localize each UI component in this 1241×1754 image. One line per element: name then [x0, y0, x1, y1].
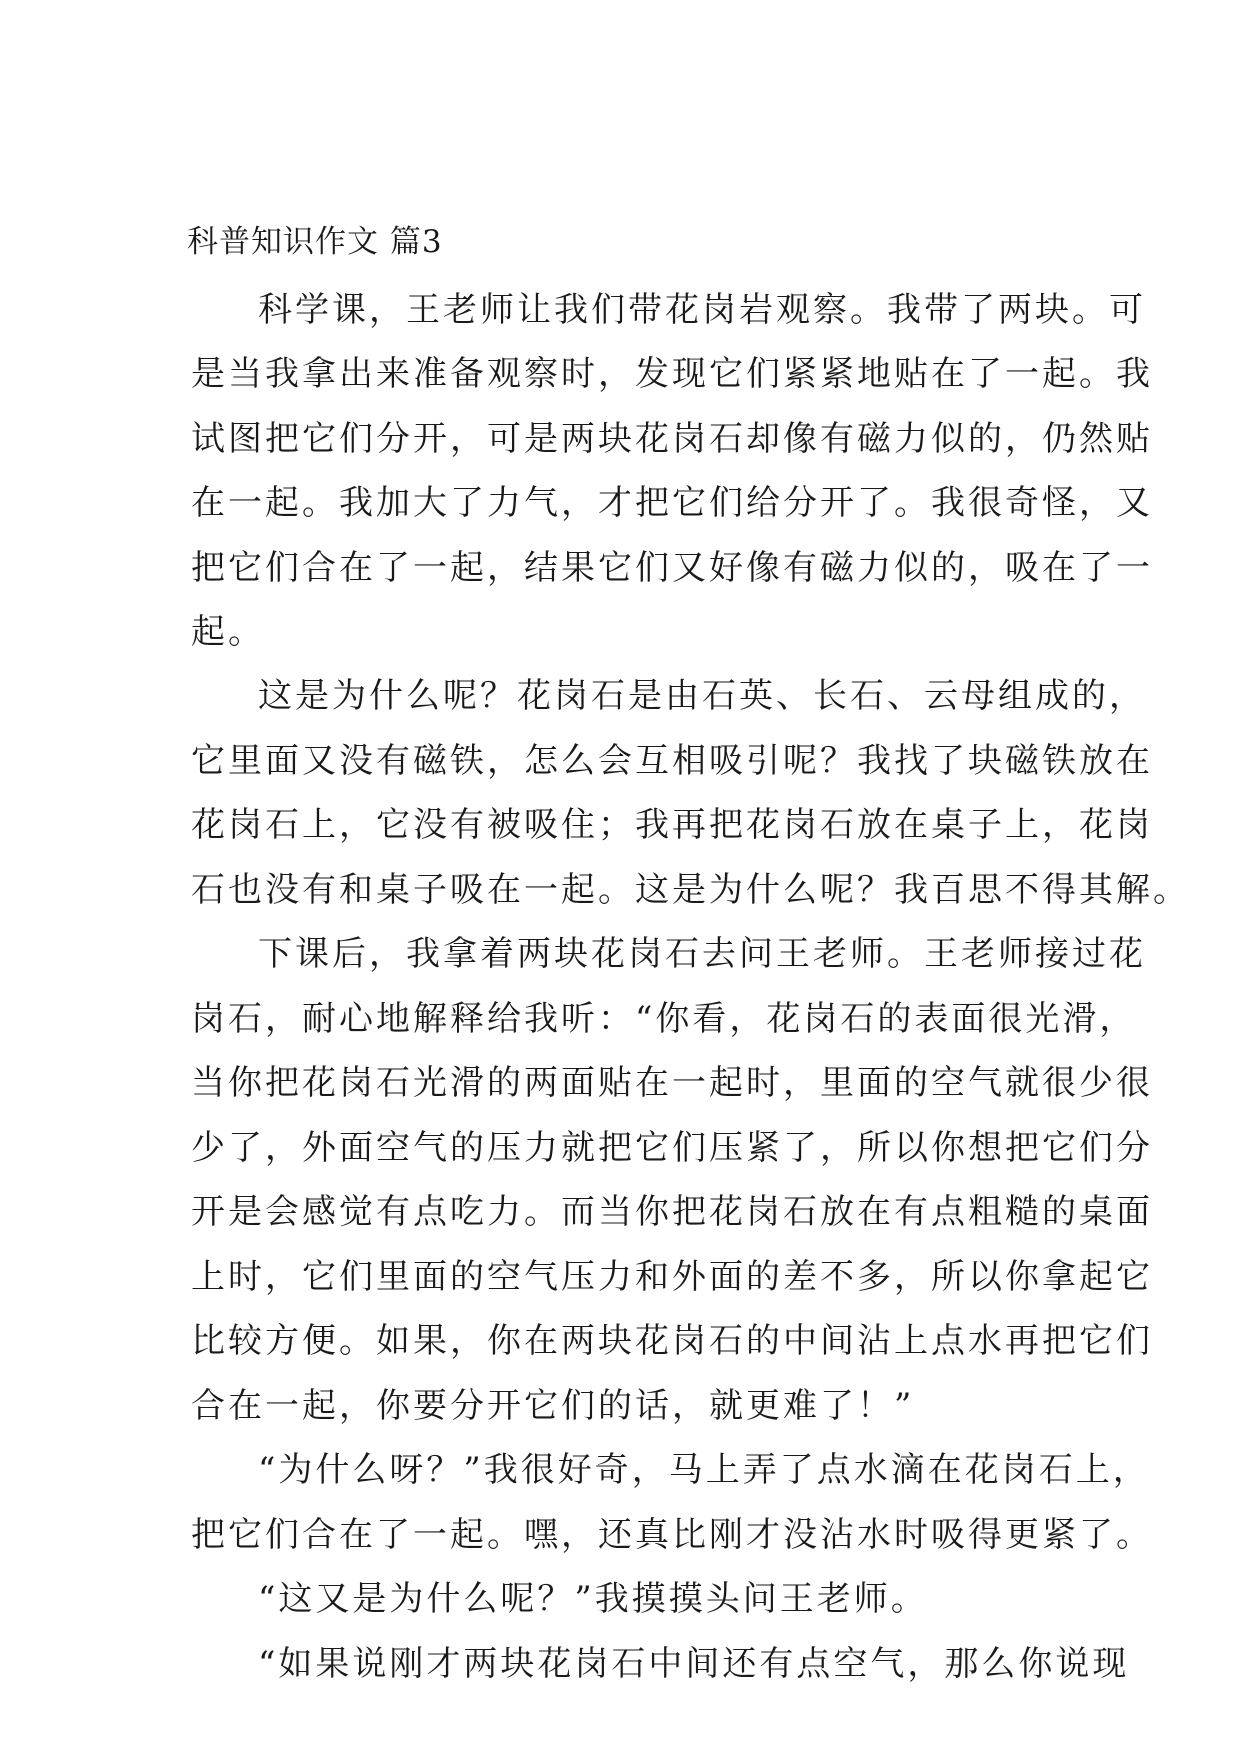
paragraph-line: 比较方便。如果，你在两块花岗石的中间沾上点水再把它们	[191, 1321, 1153, 1361]
paragraph-line: 石也没有和桌子吸在一起。这是为什么呢？我百思不得其解。	[191, 870, 1190, 910]
paragraph-line: 试图把它们分开，可是两块花岗石却像有磁力似的，仍然贴	[191, 419, 1153, 459]
paragraph-line: 把它们合在了一起。嘿，还真比刚才没沾水时吸得更紧了。	[191, 1515, 1153, 1555]
paragraph-line: 科学课，王老师让我们带花岗岩观察。我带了两块。可	[258, 290, 1146, 330]
article-title: 科普知识作文 篇3	[187, 224, 443, 260]
paragraph-line: 岗石，耐心地解释给我听：“你看，花岗石的表面很光滑，	[191, 999, 1137, 1039]
paragraph-line: 花岗石上，它没有被吸住；我再把花岗石放在桌子上，花岗	[191, 805, 1153, 845]
paragraph-line: “为什么呀？”我很好奇，马上弄了点水滴在花岗石上，	[258, 1450, 1150, 1490]
paragraph-line: “这又是为什么呢？”我摸摸头问王老师。	[258, 1579, 928, 1619]
paragraph-line: 上时，它们里面的空气压力和外面的差不多，所以你拿起它	[191, 1257, 1153, 1297]
paragraph-line: 这是为什么呢？花岗石是由石英、长石、云母组成的，	[258, 676, 1146, 716]
paragraph-line: 当你把花岗石光滑的两面贴在一起时，里面的空气就很少很	[191, 1063, 1153, 1103]
paragraph-line: 少了，外面空气的压力就把它们压紧了，所以你想把它们分	[191, 1128, 1153, 1168]
paragraph-line: 是当我拿出来准备观察时，发现它们紧紧地贴在了一起。我	[191, 354, 1153, 394]
paragraph-line: 在一起。我加大了力气，才把它们给分开了。我很奇怪，又	[191, 483, 1153, 523]
paragraph-line: 开是会感觉有点吃力。而当你把花岗石放在有点粗糙的桌面	[191, 1192, 1153, 1232]
paragraph-line: 起。	[191, 612, 265, 652]
paragraph-line: “如果说刚才两块花岗石中间还有点空气，那么你说现	[258, 1644, 1130, 1684]
paragraph-line: 它里面又没有磁铁，怎么会互相吸引呢？我找了块磁铁放在	[191, 741, 1153, 781]
paragraph-line: 把它们合在了一起，结果它们又好像有磁力似的，吸在了一	[191, 548, 1153, 588]
paragraph-line: 合在一起，你要分开它们的话，就更难了！”	[191, 1386, 915, 1426]
paragraph-line: 下课后，我拿着两块花岗石去问王老师。王老师接过花	[258, 934, 1146, 974]
